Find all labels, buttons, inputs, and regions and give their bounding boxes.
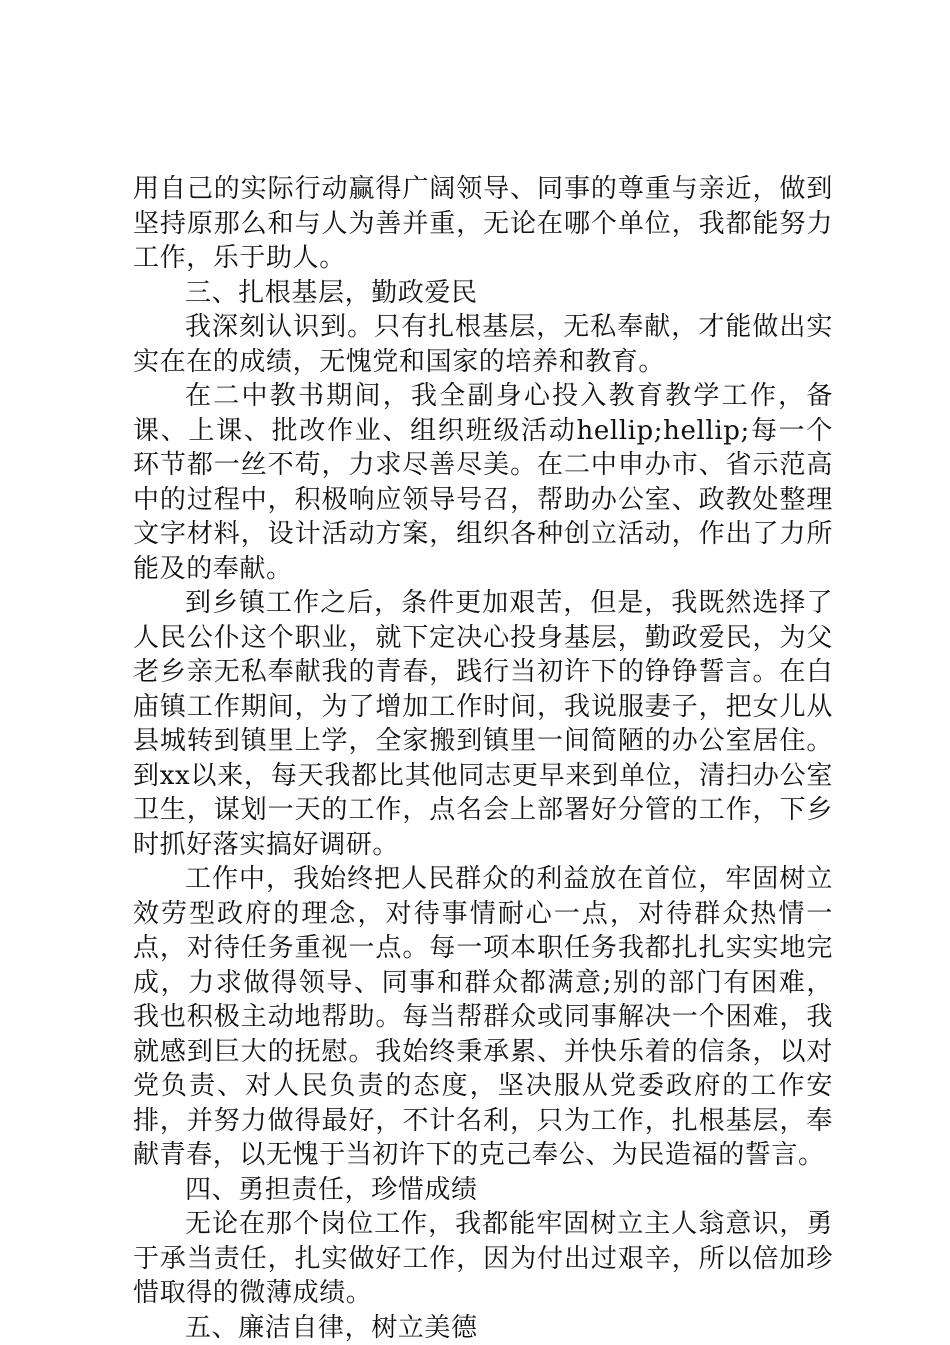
section-heading-5: 五、廉洁自律，树立美德: [133, 1311, 833, 1345]
paragraph-2: 我深刻认识到。只有扎根基层，无私奉献，才能做出实实在在的成绩，无愧党和国家的培养和教育。: [133, 310, 833, 379]
paragraph-1: 用自己的实际行动赢得广阔领导、同事的尊重与亲近，做到坚持原那么和与人为善并重，无论在哪个单位，我都能努力工作，乐于助人。: [133, 172, 833, 276]
section-heading-4: 四、勇担责任，珍惜成绩: [133, 1173, 833, 1208]
paragraph-6: 无论在那个岗位工作，我都能牢固树立主人翁意识，勇于承当责任，扎实做好工作，因为付出过艰辛，所以倍加珍惜取得的微薄成绩。: [133, 1207, 833, 1311]
document-body: [133, 172, 833, 1345]
paragraph-4: 到乡镇工作之后，条件更加艰苦，但是，我既然选择了人民公仆这个职业，就下定决心投身基层，勤政爱民，为父老乡亲无私奉献我的青春，践行当初许下的铮铮誓言。在白庙镇工作期间，为了增加工作时间，我说服妻子，把女儿从县城转到镇里上学，全家搬到镇里一间简陋的办公室居住。到xx以来，每天我都比其他同志更早来到单位，清扫办公室卫生，谋划一天的工作，点名会上部署好分管的工作，下乡时抓好落实搞好调研。: [133, 586, 833, 862]
paragraph-5: 工作中，我始终把人民群众的利益放在首位，牢固树立效劳型政府的理念，对待事情耐心一点，对待群众热情一点，对待任务重视一点。每一项本职任务我都扎扎实实地完成，力求做得领导、同事和群众都满意;别的部门有困难，我也积极主动地帮助。每当帮群众或同事解决一个困难，我就感到巨大的抚慰。我始终秉承累、并快乐着的信条，以对党负责、对人民负责的态度，坚决服从党委政府的工作安排，并努力做得最好，不计名利，只为工作，扎根基层，奉献青春，以无愧于当初许下的克己奉公、为民造福的誓言。: [133, 862, 833, 1173]
paragraph-3: 在二中教书期间，我全副身心投入教育教学工作，备课、上课、批改作业、组织班级活动hellip;hellip;每一个环节都一丝不苟，力求尽善尽美。在二中申办市、省示范高中的过程中，积极响应领导号召，帮助办公室、政教处整理文字材料，设计活动方案，组织各种创立活动，作出了力所能及的奉献。: [133, 379, 833, 586]
section-heading-3: 三、扎根基层，勤政爱民: [133, 276, 833, 311]
